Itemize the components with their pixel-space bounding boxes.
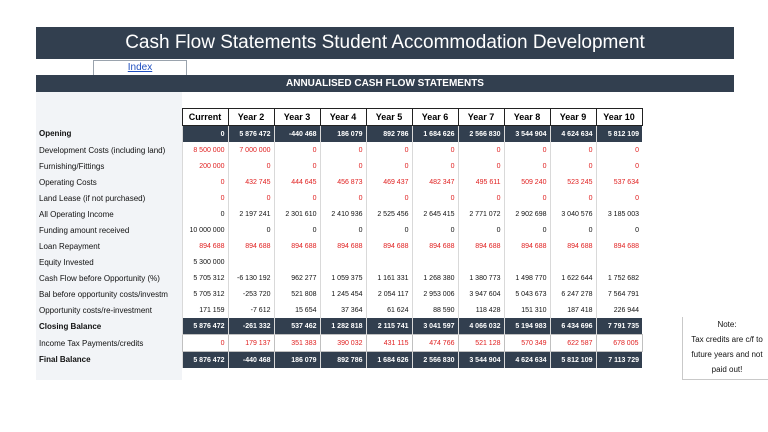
table-cell[interactable]: 622 587 [550,335,596,352]
table-cell[interactable]: 894 688 [228,238,274,254]
table-cell[interactable]: 7 564 791 [596,286,642,302]
column-header[interactable]: Year 9 [550,109,596,126]
table-cell[interactable]: 0 [228,158,274,174]
table-cell[interactable]: 0 [320,222,366,238]
table-cell[interactable]: 444 645 [274,174,320,190]
table-cell[interactable] [550,254,596,270]
table-cell[interactable]: 0 [596,142,642,158]
table-cell[interactable]: 0 [274,142,320,158]
table-cell[interactable] [320,254,366,270]
note-line: Tax credits are c/f to [691,335,763,344]
row-label: Development Costs (including land) [39,145,166,155]
table-cell[interactable]: 187 418 [550,302,596,318]
table-cell[interactable]: 1 161 331 [366,270,412,286]
table-cell[interactable]: 7 000 000 [228,142,274,158]
table-cell[interactable]: 0 [504,142,550,158]
section-header: ANNUALISED CASH FLOW STATEMENTS [36,75,734,92]
table-cell[interactable]: 186 079 [274,352,320,369]
table-cell[interactable]: 186 079 [320,126,366,143]
table-cell[interactable]: 226 944 [596,302,642,318]
table-cell[interactable] [228,254,274,270]
table-cell[interactable]: 4 624 634 [504,352,550,369]
table-cell[interactable]: 2 197 241 [228,206,274,222]
table-cell[interactable]: 432 745 [228,174,274,190]
table-cell[interactable]: 495 611 [458,174,504,190]
table-cell[interactable]: 1 268 380 [412,270,458,286]
table-cell[interactable]: 456 873 [320,174,366,190]
table-cell[interactable]: 200 000 [182,158,228,174]
table-cell[interactable]: 5 876 472 [228,126,274,143]
table-cell[interactable]: 2 771 072 [458,206,504,222]
table-cell[interactable]: 2 902 698 [504,206,550,222]
table-cell[interactable] [504,254,550,270]
table-cell[interactable]: 5 876 472 [182,318,228,335]
row-label: Operating Costs [39,177,97,187]
table-cell[interactable]: 894 688 [182,238,228,254]
table-cell[interactable]: 894 688 [550,238,596,254]
table-cell[interactable]: 894 688 [504,238,550,254]
table-cell[interactable]: 0 [320,190,366,206]
table-cell[interactable]: 894 688 [412,238,458,254]
table-cell[interactable]: 3 544 904 [504,126,550,143]
table-cell[interactable]: 4 624 634 [550,126,596,143]
table-cell[interactable]: 0 [412,190,458,206]
table-cell[interactable]: 2 054 117 [366,286,412,302]
row-label: Funding amount received [39,225,130,235]
table-cell[interactable]: 61 624 [366,302,412,318]
table-cell[interactable]: 678 005 [596,335,642,352]
table-cell[interactable]: 0 [182,190,228,206]
table-cell[interactable]: 1 684 626 [366,352,412,369]
column-header[interactable]: Year 4 [320,109,366,126]
row-label: Closing Balance [36,318,182,335]
table-cell[interactable]: 0 [550,222,596,238]
table-cell[interactable]: 1 245 454 [320,286,366,302]
table-cell[interactable]: 3 947 604 [458,286,504,302]
table-cell[interactable]: 0 [366,142,412,158]
row-label: Loan Repayment [39,241,100,251]
table-cell[interactable]: 2 115 741 [366,318,412,335]
table-cell[interactable]: 6 247 278 [550,286,596,302]
table-row [36,190,642,206]
header-blank [36,109,182,126]
table-cell[interactable]: 0 [458,190,504,206]
table-cell[interactable]: 3 185 003 [596,206,642,222]
table-cell[interactable]: -6 130 192 [228,270,274,286]
table-cell[interactable]: 0 [320,142,366,158]
table-row [36,270,642,286]
table-row [36,352,642,369]
table-cell[interactable]: 5 043 673 [504,286,550,302]
table-cell[interactable]: 892 786 [366,126,412,143]
table-cell[interactable]: -7 612 [228,302,274,318]
table-cell[interactable]: 2 645 415 [412,206,458,222]
table-row [36,335,642,352]
table-cell[interactable]: 0 [504,222,550,238]
table-cell[interactable] [412,254,458,270]
table-cell[interactable]: 892 786 [320,352,366,369]
table-cell[interactable] [596,254,642,270]
table-cell[interactable]: 5 705 312 [182,270,228,286]
table-cell[interactable]: 482 347 [412,174,458,190]
table-row [36,318,642,335]
table-cell[interactable]: 0 [274,158,320,174]
table-cell[interactable]: 2 301 610 [274,206,320,222]
table-row [36,286,642,302]
table-row [36,206,642,222]
table-cell[interactable]: 1 752 682 [596,270,642,286]
table-cell[interactable]: 0 [366,222,412,238]
table-cell[interactable]: 0 [366,158,412,174]
table-cell[interactable]: 0 [182,335,228,352]
note-line: Note: [717,320,737,329]
table-cell[interactable]: 1 282 818 [320,318,366,335]
table-cell[interactable]: 0 [274,190,320,206]
table-cell[interactable]: 5 876 472 [182,352,228,369]
table-cell[interactable]: 509 240 [504,174,550,190]
table-cell[interactable] [458,254,504,270]
table-cell[interactable]: 3 040 576 [550,206,596,222]
table-cell[interactable]: 521 808 [274,286,320,302]
table-cell[interactable]: 1 498 770 [504,270,550,286]
table-cell[interactable]: 0 [458,158,504,174]
index-cell[interactable] [93,60,187,76]
row-label: Opening [36,126,182,143]
table-row [36,174,642,190]
table-cell[interactable]: 894 688 [458,238,504,254]
table-cell[interactable]: 5 300 000 [182,254,228,270]
table-cell[interactable]: 469 437 [366,174,412,190]
table-cell[interactable]: 15 654 [274,302,320,318]
table-cell[interactable]: 537 462 [274,318,320,335]
table-cell[interactable]: 894 688 [320,238,366,254]
table-cell[interactable]: 0 [182,206,228,222]
table-cell[interactable]: 7 791 735 [596,318,642,335]
table-cell[interactable]: 0 [596,158,642,174]
row-label: Opportunity costs/re-investment [39,305,152,315]
table-cell[interactable]: 37 364 [320,302,366,318]
table-cell[interactable]: 3 544 904 [458,352,504,369]
table-cell[interactable]: 7 113 729 [596,352,642,369]
row-label: All Operating Income [39,209,114,219]
table-cell[interactable]: 0 [228,190,274,206]
table-cell[interactable]: 474 766 [412,335,458,352]
table-cell[interactable]: 1 684 626 [412,126,458,143]
table-cell[interactable]: 2 410 936 [320,206,366,222]
table-row [36,142,642,158]
table-cell[interactable]: 390 032 [320,335,366,352]
table-row [36,158,642,174]
table-cell[interactable]: 0 [504,190,550,206]
table-cell[interactable]: 1 622 644 [550,270,596,286]
table-cell[interactable]: 1 059 375 [320,270,366,286]
column-header[interactable]: Year 7 [458,109,504,126]
spreadsheet [36,0,763,380]
table-cell[interactable]: 894 688 [596,238,642,254]
table-cell[interactable]: 894 688 [274,238,320,254]
table-cell[interactable]: 537 634 [596,174,642,190]
table-row [36,126,642,143]
table-row [36,222,642,238]
table-cell[interactable]: 0 [412,158,458,174]
column-header[interactable]: Year 10 [596,109,642,126]
column-header[interactable]: Year 5 [366,109,412,126]
table-cell[interactable]: -261 332 [228,318,274,335]
table-cell[interactable]: 118 428 [458,302,504,318]
header-row [36,109,642,126]
table-row [36,254,642,270]
table-cell[interactable]: 0 [228,222,274,238]
table-row [36,302,642,318]
table-cell[interactable]: 0 [458,142,504,158]
table-cell[interactable]: 0 [412,222,458,238]
table-cell[interactable]: 10 000 000 [182,222,228,238]
note-line: future years and not [691,350,763,359]
column-header[interactable]: Year 2 [228,109,274,126]
table-cell[interactable]: 2 566 830 [458,126,504,143]
table-cell[interactable]: 0 [550,142,596,158]
table-cell[interactable]: 0 [458,222,504,238]
table-cell[interactable]: 521 128 [458,335,504,352]
table-cell[interactable]: 570 349 [504,335,550,352]
table-cell[interactable]: 2 566 830 [412,352,458,369]
table-cell[interactable]: -440 468 [228,352,274,369]
table-cell[interactable]: 0 [366,190,412,206]
row-label: Equity Invested [39,257,94,267]
table-cell[interactable]: 0 [596,190,642,206]
table-cell[interactable]: 0 [412,142,458,158]
table-cell[interactable]: 0 [550,190,596,206]
note-line: paid out! [711,365,743,374]
column-header[interactable]: Current [182,109,228,126]
table-cell[interactable]: 962 277 [274,270,320,286]
row-label: Income Tax Payments/credits [39,338,144,348]
table-cell[interactable]: 523 245 [550,174,596,190]
table-cell[interactable]: 171 159 [182,302,228,318]
column-header[interactable]: Year 6 [412,109,458,126]
table-cell[interactable]: 431 115 [366,335,412,352]
column-header[interactable]: Year 8 [504,109,550,126]
table-cell[interactable]: -440 468 [274,126,320,143]
row-label: Land Lease (if not purchased) [39,193,146,203]
table-cell[interactable]: 0 [550,158,596,174]
table-cell[interactable]: 1 380 773 [458,270,504,286]
table-cell[interactable]: 179 137 [228,335,274,352]
table-cell[interactable]: 88 590 [412,302,458,318]
page-title: Cash Flow Statements Student Accommodation Development [36,27,734,59]
table-cell[interactable]: 2 953 006 [412,286,458,302]
row-label: Bal before opportunity costs/investm [39,289,168,299]
table-cell[interactable]: 5 812 109 [596,126,642,143]
table-cell[interactable]: 3 041 597 [412,318,458,335]
table-cell[interactable]: 351 383 [274,335,320,352]
table-cell[interactable]: 5 812 109 [550,352,596,369]
table-cell[interactable]: -253 720 [228,286,274,302]
row-label: Furnishing/Fittings [39,161,105,171]
table-cell[interactable]: 8 500 000 [182,142,228,158]
table-cell[interactable]: 2 525 456 [366,206,412,222]
table-cell[interactable]: 151 310 [504,302,550,318]
table-cell[interactable]: 0 [182,126,228,143]
table-row [36,238,642,254]
table-cell[interactable]: 0 [182,174,228,190]
table-cell[interactable]: 0 [504,158,550,174]
table-cell[interactable]: 6 434 696 [550,318,596,335]
cash-flow-table [36,108,643,368]
row-label: Final Balance [36,352,182,369]
table-cell[interactable]: 5 705 312 [182,286,228,302]
row-label: Cash Flow before Opportunity (%) [39,273,160,283]
table-cell[interactable]: 0 [596,222,642,238]
note-box [682,317,768,380]
table-cell[interactable] [366,254,412,270]
table-cell[interactable] [274,254,320,270]
table-cell[interactable]: 0 [274,222,320,238]
column-header[interactable]: Year 3 [274,109,320,126]
table-cell[interactable]: 4 066 032 [458,318,504,335]
table-cell[interactable]: 5 194 983 [504,318,550,335]
index-link[interactable]: Index [127,62,153,73]
table-cell[interactable]: 894 688 [366,238,412,254]
table-cell[interactable]: 0 [320,158,366,174]
